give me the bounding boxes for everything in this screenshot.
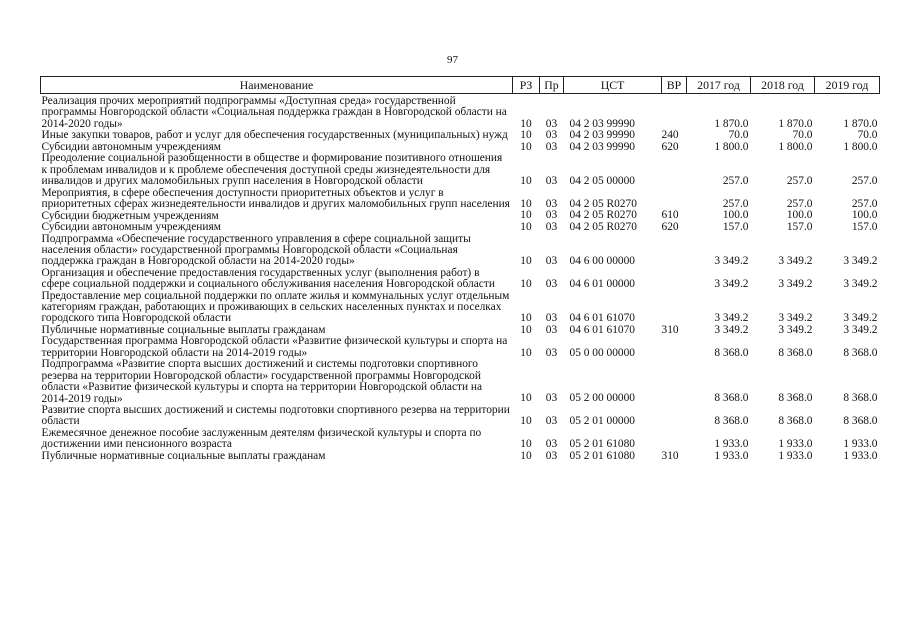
page-number: 97 bbox=[447, 54, 458, 66]
row-rz: 10 bbox=[520, 449, 532, 462]
row-pr: 03 bbox=[545, 175, 558, 188]
row-vr bbox=[662, 94, 687, 131]
row-2018-value: 3 349.2 bbox=[778, 323, 813, 336]
row-cst: 04 2 05 R0270 bbox=[569, 209, 637, 222]
row-2018-value: 3 349.2 bbox=[778, 278, 813, 291]
row-cst: 04 2 03 99990 bbox=[569, 129, 635, 142]
table-row bbox=[41, 428, 880, 451]
row-pr: 03 bbox=[545, 209, 558, 222]
row-2019-value: 3 349.2 bbox=[843, 278, 878, 291]
row-pr: 03 bbox=[545, 449, 558, 462]
row-2019-value: 257.0 bbox=[851, 175, 878, 188]
row-pr: 03 bbox=[545, 197, 558, 210]
row-cst: 04 2 05 R0270 bbox=[569, 197, 637, 210]
row-rz: 10 bbox=[520, 255, 532, 268]
row-2017-value: 8 368.0 bbox=[714, 346, 749, 359]
row-cst: 04 6 01 00000 bbox=[569, 278, 635, 291]
row-2017-value: 1 933.0 bbox=[714, 449, 749, 462]
row-2018-value: 257.0 bbox=[786, 197, 813, 210]
row-2017-value: 3 349.2 bbox=[714, 278, 749, 291]
row-cst: 05 2 00 00000 bbox=[569, 392, 635, 405]
table-row bbox=[41, 451, 880, 463]
row-vr bbox=[662, 428, 687, 451]
row-name: Предоставление мер социальной поддержки по оплате жилья и коммунальных услуг отдельным категориям граждан, работающих и проживающих в сельских населенных пунктах и поселках городского типа Новгородской области bbox=[41, 289, 510, 325]
row-2018-value: 257.0 bbox=[786, 175, 813, 188]
row-pr: 03 bbox=[545, 415, 558, 428]
row-pr: 03 bbox=[545, 278, 558, 291]
row-pr: 03 bbox=[545, 312, 558, 325]
row-2018-value: 1 933.0 bbox=[778, 449, 813, 462]
row-cst: 05 2 01 61080 bbox=[569, 437, 635, 450]
row-cst: 04 2 05 00000 bbox=[569, 175, 635, 188]
row-vr: 310 bbox=[661, 323, 679, 336]
row-cst: 05 2 01 00000 bbox=[569, 415, 635, 428]
table-row bbox=[41, 268, 880, 291]
row-rz: 10 bbox=[520, 175, 532, 188]
row-vr bbox=[662, 153, 687, 187]
row-2019-value: 3 349.2 bbox=[843, 255, 878, 268]
row-2018-value: 70.0 bbox=[792, 129, 813, 142]
row-2018-value: 8 368.0 bbox=[778, 415, 813, 428]
row-2017-value: 1 933.0 bbox=[714, 437, 749, 450]
row-name: Реализация прочих мероприятий подпрограммы «Доступная среда» государственной программы Новгородской области «Социальная поддержка граждан в Новгородской области на 2014-2020 годы» bbox=[41, 95, 507, 130]
row-rz: 10 bbox=[520, 209, 532, 222]
table-row bbox=[41, 405, 880, 428]
row-2019-value: 8 368.0 bbox=[843, 392, 878, 405]
row-2017-value: 3 349.2 bbox=[714, 312, 749, 325]
row-2018-value: 8 368.0 bbox=[778, 346, 813, 359]
header-2017: 2017 год bbox=[687, 77, 751, 94]
row-rz: 10 bbox=[520, 392, 532, 405]
row-2017-value: 257.0 bbox=[722, 197, 749, 210]
row-rz: 10 bbox=[520, 278, 532, 291]
row-rz: 10 bbox=[520, 221, 532, 234]
header-name: Наименование bbox=[41, 77, 513, 94]
row-2017-value: 8 368.0 bbox=[714, 415, 749, 428]
row-2019-value: 3 349.2 bbox=[843, 323, 878, 336]
row-2017-value: 3 349.2 bbox=[714, 255, 749, 268]
row-rz: 10 bbox=[520, 140, 532, 153]
row-2019-value: 1 800.0 bbox=[843, 140, 878, 153]
row-2018-value: 1 870.0 bbox=[778, 117, 813, 130]
row-rz: 10 bbox=[520, 323, 532, 336]
table-row bbox=[41, 359, 880, 405]
row-pr: 03 bbox=[545, 140, 558, 153]
row-name: Преодоление социальной разобщенности в обществе и формирование позитивного отношения к проблемам инвалидов и к проблеме обеспечения доступной среды жизнедеятельности для инвалидов и других маломобильных групп населения в Новгородской области bbox=[41, 152, 503, 188]
row-2017-value: 1 800.0 bbox=[714, 140, 749, 153]
row-pr: 03 bbox=[545, 392, 558, 405]
row-name: Ежемесячное денежное пособие заслуженным деятелям физической культуры и спорта по достижении ими пенсионного возраста bbox=[41, 426, 482, 451]
row-rz: 10 bbox=[520, 437, 532, 450]
row-name: Иные закупки товаров, работ и услуг для обеспечения государственных (муниципальных) нужд bbox=[41, 129, 508, 142]
row-2018-value: 157.0 bbox=[786, 221, 813, 234]
row-cst: 04 6 01 61070 bbox=[569, 312, 635, 325]
row-vr: 620 bbox=[661, 140, 679, 153]
budget-table bbox=[40, 76, 880, 462]
row-2019-value: 100.0 bbox=[851, 209, 878, 222]
row-rz: 10 bbox=[520, 312, 532, 325]
row-name: Организация и обеспечение предоставления государственных услуг (выполнения работ) в сфере социальной поддержки и социального обслуживания населения Новгородской области bbox=[41, 266, 495, 291]
row-name: Субсидии автономным учреждениям bbox=[41, 141, 221, 153]
table-row bbox=[41, 222, 880, 234]
header-pr: Пр bbox=[540, 77, 564, 94]
row-2018-value: 3 349.2 bbox=[778, 255, 813, 268]
row-2019-value: 70.0 bbox=[857, 129, 878, 142]
row-vr: 620 bbox=[661, 221, 679, 234]
row-2017-value: 8 368.0 bbox=[714, 392, 749, 405]
row-2019-value: 257.0 bbox=[851, 197, 878, 210]
row-2018-value: 100.0 bbox=[786, 209, 813, 222]
row-pr: 03 bbox=[545, 323, 558, 336]
row-2017-value: 257.0 bbox=[722, 175, 749, 188]
row-name: Субсидии автономным учреждениям bbox=[41, 221, 221, 234]
row-pr: 03 bbox=[545, 117, 558, 130]
table-header bbox=[41, 77, 880, 94]
table-row bbox=[41, 94, 880, 131]
row-2019-value: 1 933.0 bbox=[843, 449, 878, 462]
header-2018: 2018 год bbox=[751, 77, 815, 94]
row-name: Мероприятия, в сфере обеспечения доступности приоритетных объектов и услуг в приоритетных сферах жизнедеятельности инвалидов и других маломобильных групп населения bbox=[41, 186, 510, 211]
row-vr bbox=[662, 336, 687, 359]
row-name: Субсидии бюджетным учреждениям bbox=[41, 209, 219, 222]
row-2019-value: 1 933.0 bbox=[843, 437, 878, 450]
row-pr: 03 bbox=[545, 221, 558, 234]
table-row bbox=[41, 291, 880, 325]
row-cst: 04 2 05 R0270 bbox=[569, 221, 637, 234]
row-vr bbox=[662, 359, 687, 405]
row-rz: 10 bbox=[520, 346, 532, 359]
row-2017-value: 100.0 bbox=[722, 209, 749, 222]
row-pr: 03 bbox=[545, 437, 558, 450]
row-vr: 610 bbox=[661, 209, 679, 222]
row-cst: 05 0 00 00000 bbox=[569, 346, 635, 359]
header-rz: РЗ bbox=[513, 77, 540, 94]
row-2018-value: 1 933.0 bbox=[778, 437, 813, 450]
row-pr: 03 bbox=[545, 255, 558, 268]
row-cst: 04 2 03 99990 bbox=[569, 140, 635, 153]
table-body bbox=[41, 94, 880, 463]
row-rz: 10 bbox=[520, 197, 532, 210]
row-vr: 240 bbox=[661, 129, 679, 142]
row-2019-value: 3 349.2 bbox=[843, 312, 878, 325]
row-cst: 04 6 00 00000 bbox=[569, 255, 635, 268]
row-2019-value: 157.0 bbox=[851, 221, 878, 234]
row-rz: 10 bbox=[520, 117, 532, 130]
row-name: Подпрограмма «Развитие спорта высших достижений и системы подготовки спортивного резерва на территории Новгородской области» государственной программы Новгородской области «Развитие физической культуры и спорта на территории Новгородской области на 2014-2019 годы» bbox=[41, 358, 483, 405]
row-cst: 05 2 01 61080 bbox=[569, 449, 635, 462]
row-name: Подпрограмма «Обеспечение государственного управления в сфере социальной защиты населения области» государственной программы Новгородской области «Социальная поддержка граждан в Новгородской области на 2014-2020 годы» bbox=[41, 232, 471, 268]
table-row bbox=[41, 234, 880, 268]
row-name: Публичные нормативные социальные выплаты гражданам bbox=[41, 324, 326, 337]
row-vr bbox=[662, 188, 687, 211]
table-row bbox=[41, 153, 880, 187]
row-vr bbox=[662, 234, 687, 268]
row-pr: 03 bbox=[545, 129, 558, 142]
row-2017-value: 3 349.2 bbox=[714, 323, 749, 336]
row-name: Публичные нормативные социальные выплаты гражданам bbox=[41, 449, 326, 462]
row-pr: 03 bbox=[545, 346, 558, 359]
row-vr bbox=[662, 405, 687, 428]
header-vr: ВР bbox=[662, 77, 687, 94]
row-vr bbox=[662, 268, 687, 291]
table-row bbox=[41, 188, 880, 211]
row-cst: 04 6 01 61070 bbox=[569, 323, 635, 336]
row-2019-value: 8 368.0 bbox=[843, 346, 878, 359]
row-cst: 04 2 03 99990 bbox=[569, 117, 635, 130]
row-name: Развитие спорта высших достижений и системы подготовки спортивного резерва на территории области bbox=[41, 403, 510, 428]
header-cst: ЦСТ bbox=[564, 77, 662, 94]
row-2019-value: 1 870.0 bbox=[843, 117, 878, 130]
row-vr bbox=[662, 291, 687, 325]
row-2019-value: 8 368.0 bbox=[843, 415, 878, 428]
row-2017-value: 1 870.0 bbox=[714, 117, 749, 130]
row-2018-value: 3 349.2 bbox=[778, 312, 813, 325]
row-2017-value: 157.0 bbox=[722, 221, 749, 234]
row-rz: 10 bbox=[520, 129, 532, 142]
row-rz: 10 bbox=[520, 415, 532, 428]
row-vr: 310 bbox=[661, 449, 679, 462]
table-row bbox=[41, 336, 880, 359]
row-2018-value: 1 800.0 bbox=[778, 140, 813, 153]
row-name: Государственная программа Новгородской области «Развитие физической культуры и спорта на территории Новгородской области на 2014-2019 годы» bbox=[41, 335, 508, 359]
row-2017-value: 70.0 bbox=[728, 129, 749, 142]
header-2019: 2019 год bbox=[815, 77, 880, 94]
row-2018-value: 8 368.0 bbox=[778, 392, 813, 405]
